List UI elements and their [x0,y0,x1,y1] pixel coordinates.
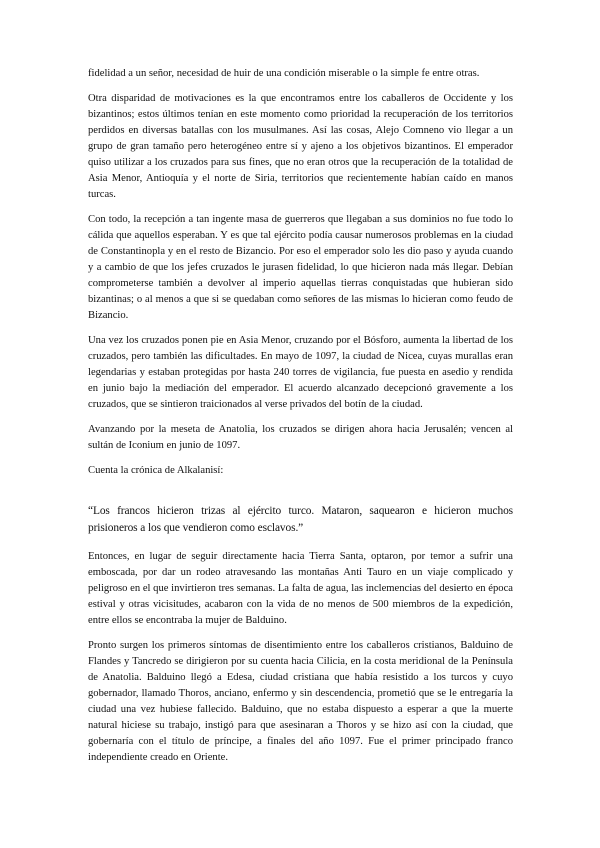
body-text [88,66,513,775]
paragraph-2: Otra disparidad de motivaciones es la que encontramos entre los caballeros de Occidente y los bizantinos; estos últimos tenían en este momento como prioridad la recuperación de los territorios perdidos en diversas batallas con los musulmanes. Así las cosas, Alejo Comneno vio llegar a un grupo de gran tamaño pero heterogéneo entre sí y ajeno a los objetivos bizantinos. El emperador quiso utilizar a los cruzados para sus fines, que no eran otros que la recuperación de la totalidad de Asia Menor, Antioquía y el norte de Siria, territorios que recientemente habían caído en manos turcas. [88,93,513,200]
paragraph-7: Entonces, en lugar de seguir directamente hacia Tierra Santa, optaron, por temor a sufrir una emboscada, por dar un rodeo atravesando las montañas Anti Tauro en un viaje complicado y peligroso en el que invirtieron tres semanas. La falta de agua, las inclemencias del desierto en época estival y otras vicisitudes, acabaron con la vida de no menos de 500 miembros de la expedición, entre ellos se encontraba la mujer de Balduino. [88,551,513,626]
paragraph-6: Cuenta la crónica de Alkalanisí: [88,465,224,476]
paragraph-4: Una vez los cruzados ponen pie en Asia Menor, cruzando por el Bósforo, aumenta la libertad de los cruzados, pero también las dificultades. En mayo de 1097, la ciudad de Nicea, cuyas murallas eran legendarias y estaban protegidas por hasta 240 torres de vigilancia, fue puesta en asedio y rendida en junio bajo la mediación del emperador. El acuerdo alcanzado decepcionó gravemente a los cruzados, que se sintieron traicionados al verse privados del botín de la ciudad. [88,335,513,410]
chronicle-quote: “Los francos hicieron trizas al ejército turco. Mataron, saquearon e hicieron muchos prisioneros a los que vendieron como esclavos.” [88,505,513,534]
paragraph-1: fidelidad a un señor, necesidad de huir de una condición miserable o la simple fe entre otras. [88,68,480,79]
paragraph-3: Con todo, la recepción a tan ingente masa de guerreros que llegaban a sus dominios no fue todo lo cálida que aquellos esperaban. Y es que tal ejército podía causar numerosos problemas en la ciudad de Constantinopla y en el resto de Bizancio. Por eso el emperador solo les dio paso y ayuda cuando y a cambio de que los jefes cruzados le jurasen fidelidad, lo que hicieron nada más llegar. Debían comprometerse también a devolver al imperio aquellas tierras conquistadas que hubieran sido bizantinas; o al menos a que si se quedaban como señores de las mismas lo hicieran como feudo de Bizancio. [88,214,513,321]
paragraph-5: Avanzando por la meseta de Anatolia, los cruzados se dirigen ahora hacia Jerusalén; vencen al sultán de Iconium en junio de 1097. [88,424,513,451]
paragraph-8: Pronto surgen los primeros síntomas de disentimiento entre los caballeros cristianos, Balduino de Flandes y Tancredo se dirigieron por su cuenta hacia Cilicia, en la costa meridional de la Península de Anatolia. Balduino llegó a Edesa, ciudad cristiana que había resistido a los turcos y cuyo gobernador, llamado Thoros, anciano, enfermo y sin descendencia, prometió que se le entregaría la ciudad una vez hubiese fallecido. Balduino, que no estaba dispuesto a esperar a que la muerte natural hiciese su trabajo, instigó para que asesinaran a Thoros y se hizo así con la ciudad, que gobernaría con el título de príncipe, a finales del año 1097. Fue el primer principado franco independiente creado en Oriente. [88,640,513,763]
